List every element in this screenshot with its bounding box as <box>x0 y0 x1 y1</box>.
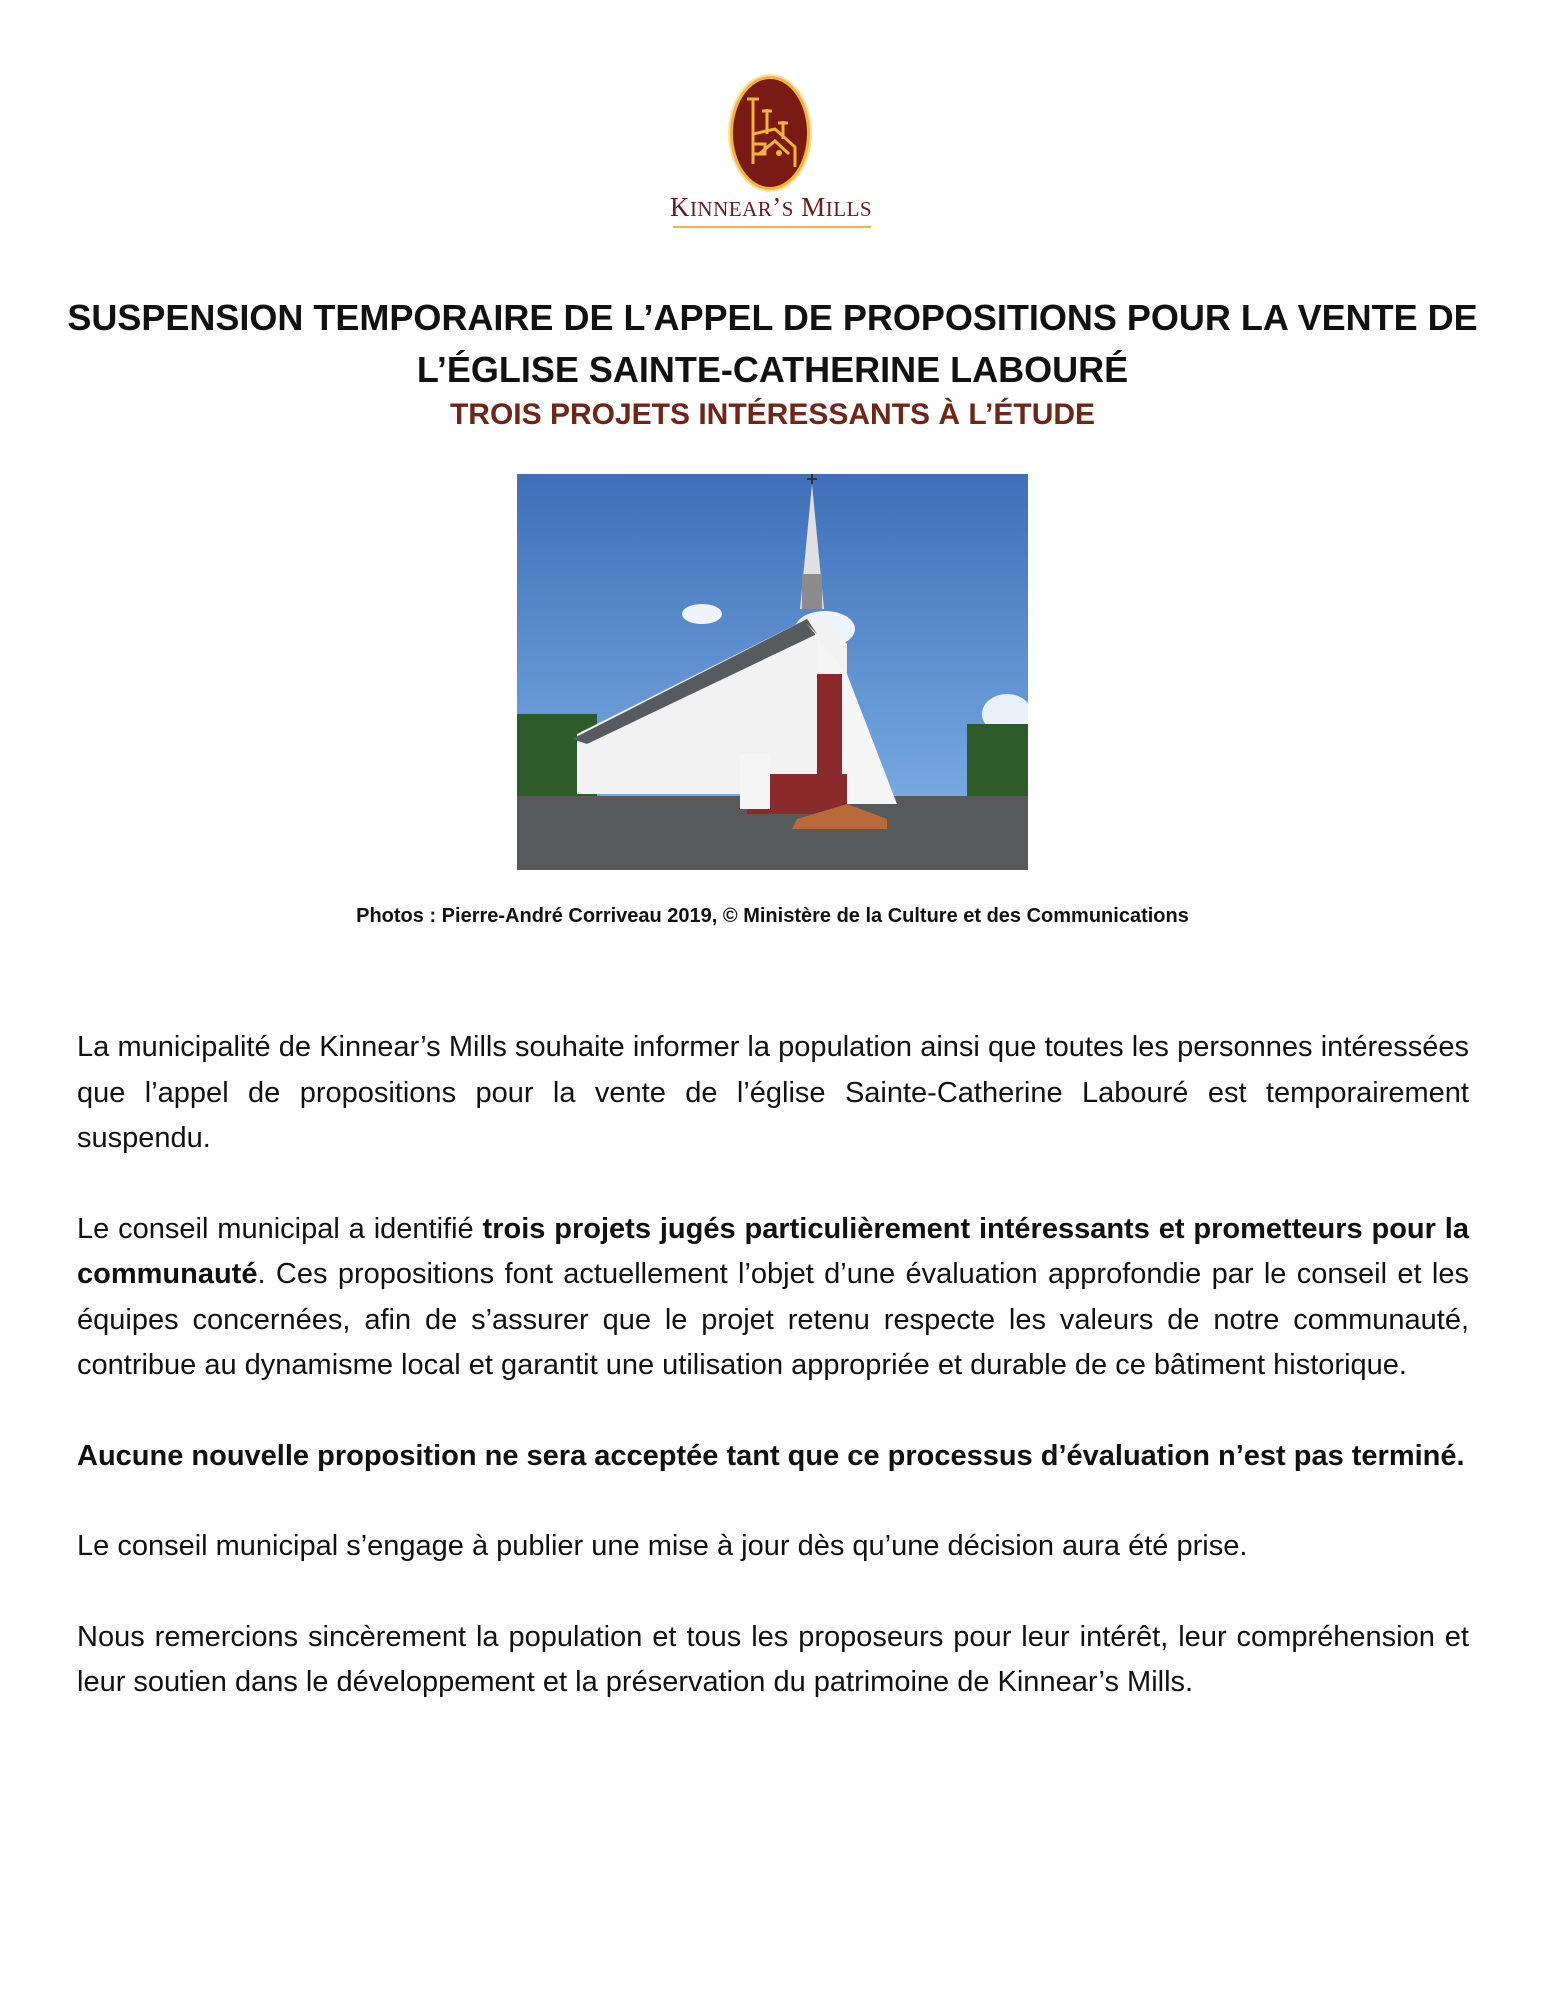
logo-underline <box>673 226 871 228</box>
paragraph-emphasis: trois projets jugés particulièrement intéressants et prometteurs pour la communauté <box>77 1212 1469 1290</box>
church-emblem-icon <box>730 76 810 190</box>
church-photo <box>517 474 1028 870</box>
paragraph-thanks: Nous remercions sincèrement la population et tous les proposeurs pour leur intérêt, leur compréhension et leur soutien dans le développement et la préservation du patrimoine de Kinnear’s Mills. <box>77 1620 1469 1698</box>
paragraph-projects <box>77 1207 1469 1389</box>
paragraph-text: . Ces propositions font actuellement l’objet d’une évaluation approfondie par le conseil et les équipes concernées, afin de s’assurer que le projet retenu respecte les valeurs de notre communauté, contribue au dynamisme local et garantit une utilisation appropriée et durable de ce bâtiment historique. <box>77 1258 1469 1381</box>
article-body <box>77 1025 1469 1751</box>
photo-caption: Photos : Pierre-André Corriveau 2019, © Ministère de la Culture et des Communications <box>356 905 1189 927</box>
logo-wordmark: KINNEAR’S MILLS <box>669 192 873 222</box>
paragraph-update: Le conseil municipal s’engage à publier une mise à jour dès qu’une décision aura été prise. <box>77 1530 1248 1562</box>
paragraph-notice: Aucune nouvelle proposition ne sera acceptée tant que ce processus d’évaluation n’est pas terminé. <box>77 1439 1465 1472</box>
paragraph-intro: La municipalité de Kinnear’s Mills souhaite informer la population ainsi que toutes les personnes intéressées que l’appel de propositions pour la vente de l’église Sainte-Catherine Labouré est temporairement suspendu. <box>77 1031 1469 1154</box>
paragraph-text: Le conseil municipal a identifié <box>77 1212 483 1245</box>
kinnears-mills-logo <box>661 76 881 236</box>
page-title: SUSPENSION TEMPORAIRE DE L’APPEL DE PROPOSITIONS POUR LA VENTE DE L’ÉGLISE SAINTE-CATHERINE LABOURÉ <box>67 297 1478 390</box>
page-subtitle: TROIS PROJETS INTÉRESSANTS À L’ÉTUDE <box>449 398 1096 431</box>
